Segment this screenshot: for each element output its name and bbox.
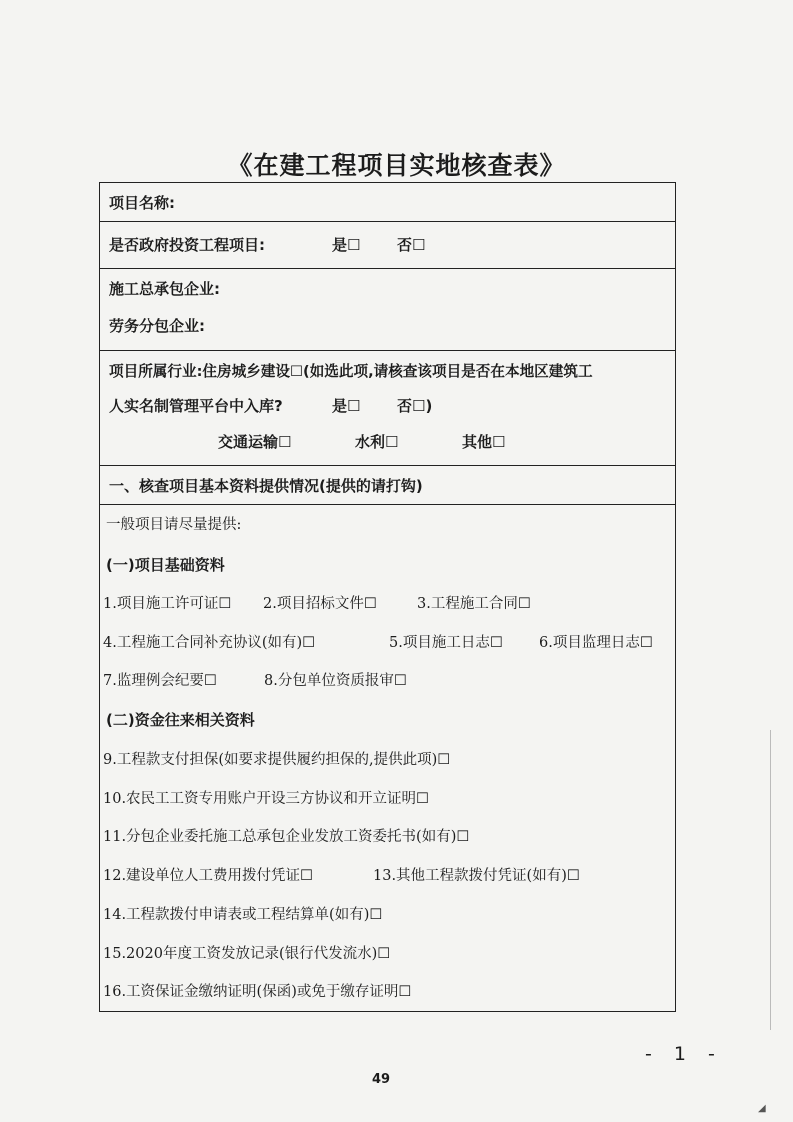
item-9[interactable]: 9.工程款支付担保(如要求提供履约担保的,提供此项)☐: [103, 752, 451, 768]
item-16[interactable]: 16.工资保证金缴纳证明(保函)或免于缴存证明☐: [103, 984, 412, 1000]
industry-line2: 人实名制管理平台中入库?: [109, 397, 283, 415]
gov-yes-checkbox[interactable]: 是☐: [332, 236, 361, 254]
inspection-form-table: [99, 182, 676, 1012]
row-project-name: [100, 183, 675, 222]
gov-no-checkbox[interactable]: 否☐: [397, 236, 426, 254]
item-2[interactable]: 2.项目招标文件☐: [263, 596, 377, 612]
section1-heading: 一、核查项目基本资料提供情况(提供的请打钩): [109, 477, 423, 495]
row-contractors: [100, 269, 675, 351]
industry-transport-checkbox[interactable]: 交通运输☐: [218, 433, 292, 451]
page-edge-line: [770, 730, 771, 1030]
scan-mark-icon: ◢: [758, 1103, 766, 1114]
row-section1-heading: [100, 466, 675, 505]
intro-text: 一般项目请尽量提供:: [106, 517, 242, 533]
general-contractor-label: 施工总承包企业:: [109, 280, 220, 298]
item-11[interactable]: 11.分包企业委托施工总承包企业发放工资委托书(如有)☐: [103, 829, 470, 845]
item-15[interactable]: 15.2020年度工资发放记录(银行代发流水)☐: [103, 946, 391, 962]
item-12[interactable]: 12.建设单位人工费用拨付凭证☐: [103, 868, 314, 884]
industry-yes-checkbox[interactable]: 是☐: [332, 397, 361, 415]
industry-no-checkbox[interactable]: 否☐): [397, 397, 433, 415]
item-5[interactable]: 5.项目施工日志☐: [389, 635, 503, 651]
row-gov-invest: [100, 222, 675, 269]
industry-line1: 项目所属行业:住房城乡建设☐(如选此项,请核查该项目是否在本地区建筑工: [109, 363, 593, 380]
industry-other-checkbox[interactable]: 其他☐: [462, 433, 506, 451]
item-6[interactable]: 6.项目监理日志☐: [539, 635, 653, 651]
item-13[interactable]: 13.其他工程款拨付凭证(如有)☐: [373, 868, 580, 884]
gov-invest-label: 是否政府投资工程项目:: [109, 236, 265, 254]
project-name-label: 项目名称:: [109, 194, 175, 212]
sub1-heading: (一)项目基础资料: [106, 556, 225, 574]
item-14[interactable]: 14.工程款拨付申请表或工程结算单(如有)☐: [103, 907, 383, 923]
item-3[interactable]: 3.工程施工合同☐: [417, 596, 531, 612]
item-7[interactable]: 7.监理例会纪要☐: [103, 673, 217, 689]
sub2-heading: (二)资金往来相关资料: [106, 711, 255, 729]
footer-number: 49: [372, 1072, 391, 1087]
industry-water-checkbox[interactable]: 水利☐: [355, 433, 399, 451]
row-industry: [100, 351, 675, 466]
item-10[interactable]: 10.农民工工资专用账户开设三方协议和开立证明☐: [103, 791, 430, 807]
item-4[interactable]: 4.工程施工合同补充协议(如有)☐: [103, 635, 316, 651]
item-1[interactable]: 1.项目施工许可证☐: [103, 596, 232, 612]
labor-subcontractor-label: 劳务分包企业:: [109, 317, 205, 335]
page-number: - 1 -: [645, 1043, 723, 1065]
form-title: 《在建工程项目实地核查表》: [227, 151, 566, 180]
item-8[interactable]: 8.分包单位资质报审☐: [264, 673, 407, 689]
